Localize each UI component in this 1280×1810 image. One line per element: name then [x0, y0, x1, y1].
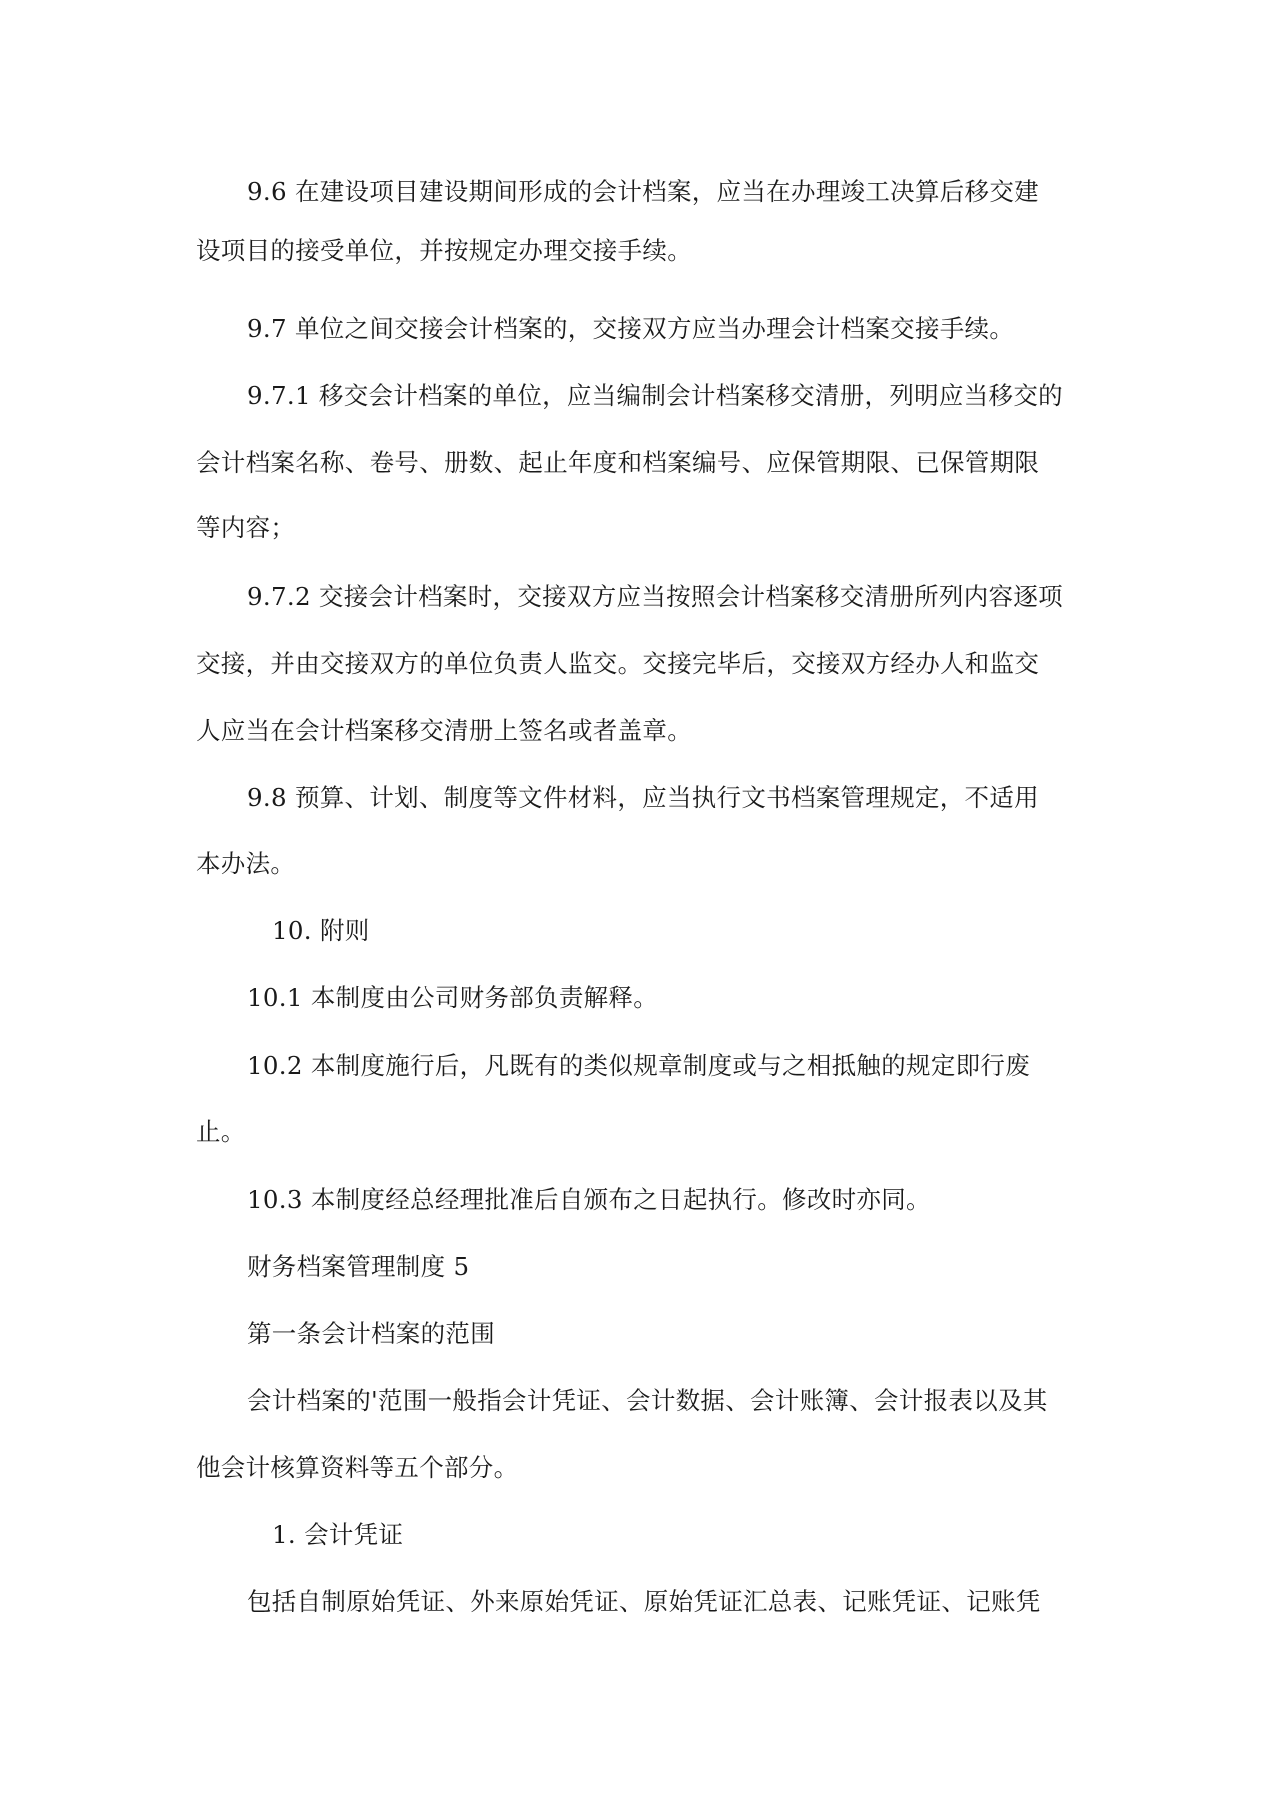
document-title: 财务档案管理制度 5	[247, 1252, 470, 1281]
paragraph-line: 本办法。	[196, 849, 296, 878]
paragraph-line: 9.8 预算、计划、制度等文件材料，应当执行文书档案管理规定，不适用	[247, 783, 1039, 812]
paragraph-line: 他会计核算资料等五个部分。	[196, 1453, 519, 1482]
paragraph-line: 人应当在会计档案移交清册上签名或者盖章。	[196, 716, 692, 745]
list-heading: 1. 会计凭证	[272, 1520, 404, 1549]
paragraph-line: 交接，并由交接双方的单位负责人监交。交接完毕后，交接双方经办人和监交	[196, 649, 1040, 678]
section-heading: 10. 附则	[272, 916, 370, 945]
paragraph-line: 止。	[196, 1117, 246, 1146]
paragraph-line: 9.7.2 交接会计档案时，交接双方应当按照会计档案移交清册所列内容逐项	[247, 582, 1063, 611]
paragraph-line: 9.6 在建设项目建设期间形成的会计档案，应当在办理竣工决算后移交建	[247, 177, 1039, 206]
paragraph-line: 设项目的接受单位，并按规定办理交接手续。	[196, 236, 692, 265]
paragraph-line: 会计档案名称、卷号、册数、起止年度和档案编号、应保管期限、已保管期限	[196, 448, 1040, 477]
paragraph-line: 等内容；	[196, 513, 296, 542]
paragraph-line: 10.1 本制度由公司财务部负责解释。	[247, 983, 659, 1012]
paragraph-line: 包括自制原始凭证、外来原始凭证、原始凭证汇总表、记账凭证、记账凭	[247, 1587, 1041, 1616]
paragraph-line: 10.2 本制度施行后，凡既有的类似规章制度或与之相抵触的规定即行废	[247, 1051, 1031, 1080]
article-heading: 第一条会计档案的范围	[247, 1319, 495, 1348]
paragraph-line: 9.7 单位之间交接会计档案的，交接双方应当办理会计档案交接手续。	[247, 314, 1015, 343]
paragraph-line: 会计档案的'范围一般指会计凭证、会计数据、会计账簿、会计报表以及其	[247, 1386, 1048, 1415]
paragraph-line: 9.7.1 移交会计档案的单位，应当编制会计档案移交清册，列明应当移交的	[247, 381, 1063, 410]
paragraph-line: 10.3 本制度经总经理批准后自颁布之日起执行。修改时亦同。	[247, 1185, 931, 1214]
